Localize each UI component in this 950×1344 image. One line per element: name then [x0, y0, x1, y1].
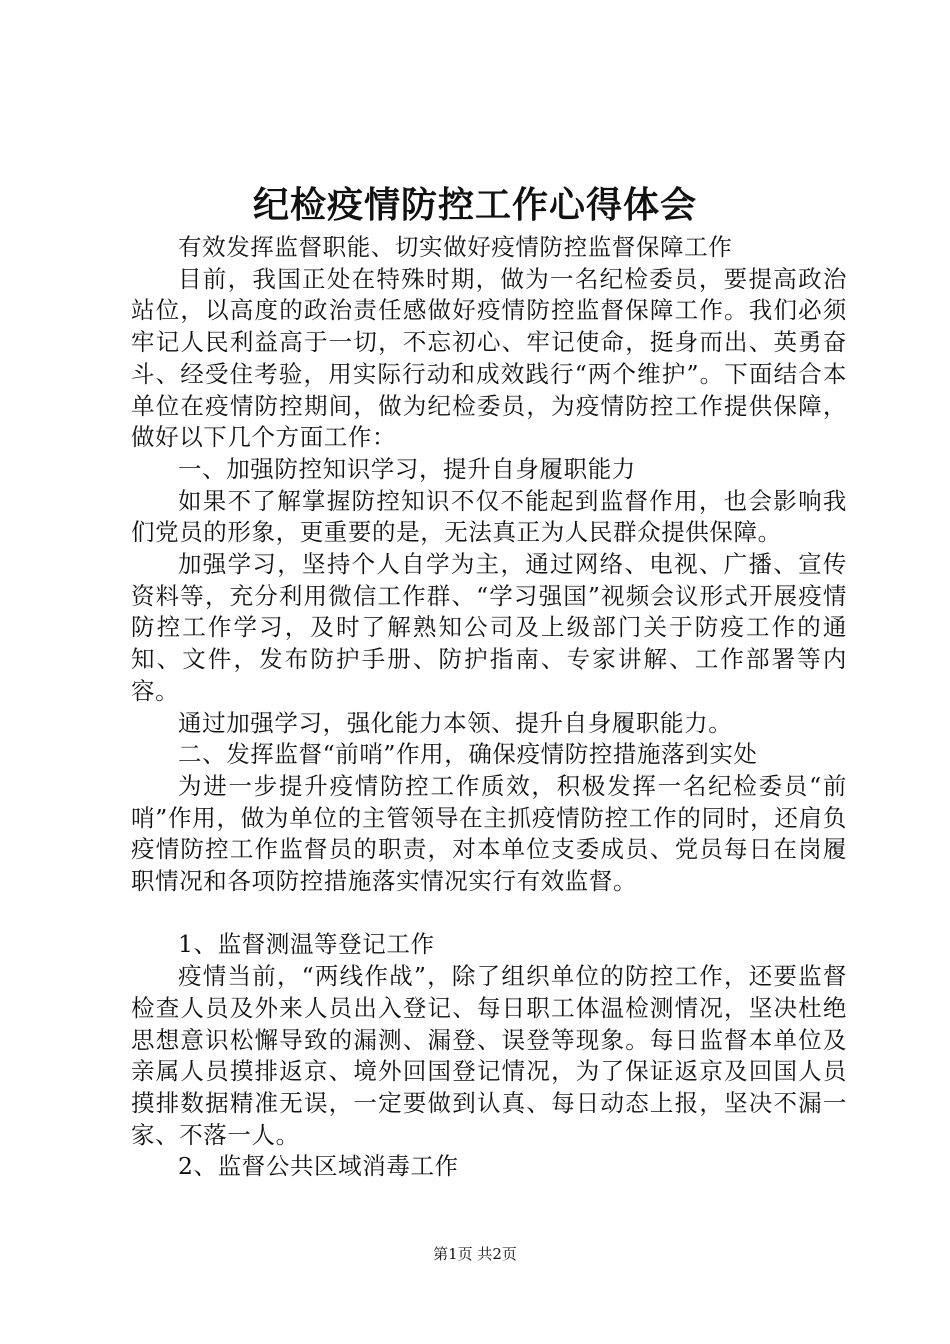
body-paragraph: 疫情当前，“两线作战”，除了组织单位的防控工作，还要监督检查人员及外来人员出入登记、每日职工体温检测情况，坚决杜绝思想意识松懈导致的漏测、漏登、误登等现象。每日监督本单位及亲属人员摸排返京、境外回国登记情况，为了保证返京及回国人员摸排数据精准无误，一定要做到认真、每日动态上报，坚决不漏一家、不落一人。	[131, 962, 847, 1149]
subsection-heading-2: 2、监督公共区域消毒工作	[178, 1152, 459, 1181]
intro-paragraph: 目前，我国正处在特殊时期，做为一名纪检委员，要提高政治站位，以高度的政治责任感做好疫情防控监督保障工作。我们必须牢记人民利益高于一切，不忘初心、牢记使命，挺身而出、英勇奋斗、经受住考验，用实际行动和成效践行“两个维护”。下面结合本单位在疫情防控期间，做为纪检委员，为疫情防控工作提供保障，做好以下几个方面工作：	[131, 264, 847, 452]
page-footer: 第1页 共2页	[433, 1245, 517, 1263]
body-paragraph: 如果不了解掌握防控知识不仅不能起到监督作用，也会影响我们党员的形象，更重要的是，无法真正为人民群众提供保障。	[131, 486, 847, 547]
section-heading-1: 一、加强防控知识学习，提升自身履职能力	[178, 454, 636, 483]
subsection-heading-1: 1、监督测温等登记工作	[178, 930, 435, 959]
body-paragraph: 为进一步提升疫情防控工作质效，积极发挥一名纪检委员“前哨”作用，做为单位的主管领导在主抓疫情防控工作的同时，还肩负疫情防控工作监督员的职责，对本单位支委成员、党员每日在岗履职情况和各项防控措施落实情况实行有效监督。	[131, 771, 847, 896]
body-paragraph: 加强学习，坚持个人自学为主，通过网络、电视、广播、宣传资料等，充分利用微信工作群、“学习强国”视频会议形式开展疫情防控工作学习，及时了解熟知公司及上级部门关于防疫工作的通知、文件，发布防护手册、防护指南、专家讲解、工作部署等内容。	[131, 550, 847, 705]
body-paragraph: 通过加强学习，强化能力本领、提升自身履职能力。	[178, 708, 733, 737]
section-heading-2: 二、发挥监督“前哨”作用，确保疫情防控措施落到实处	[178, 740, 758, 769]
subtitle-paragraph: 有效发挥监督职能、切实做好疫情防控监督保障工作	[178, 233, 733, 261]
document-title: 纪检疫情防控工作心得体会	[252, 184, 697, 226]
document-body	[131, 232, 847, 1183]
paragraph-spacer	[131, 898, 847, 930]
